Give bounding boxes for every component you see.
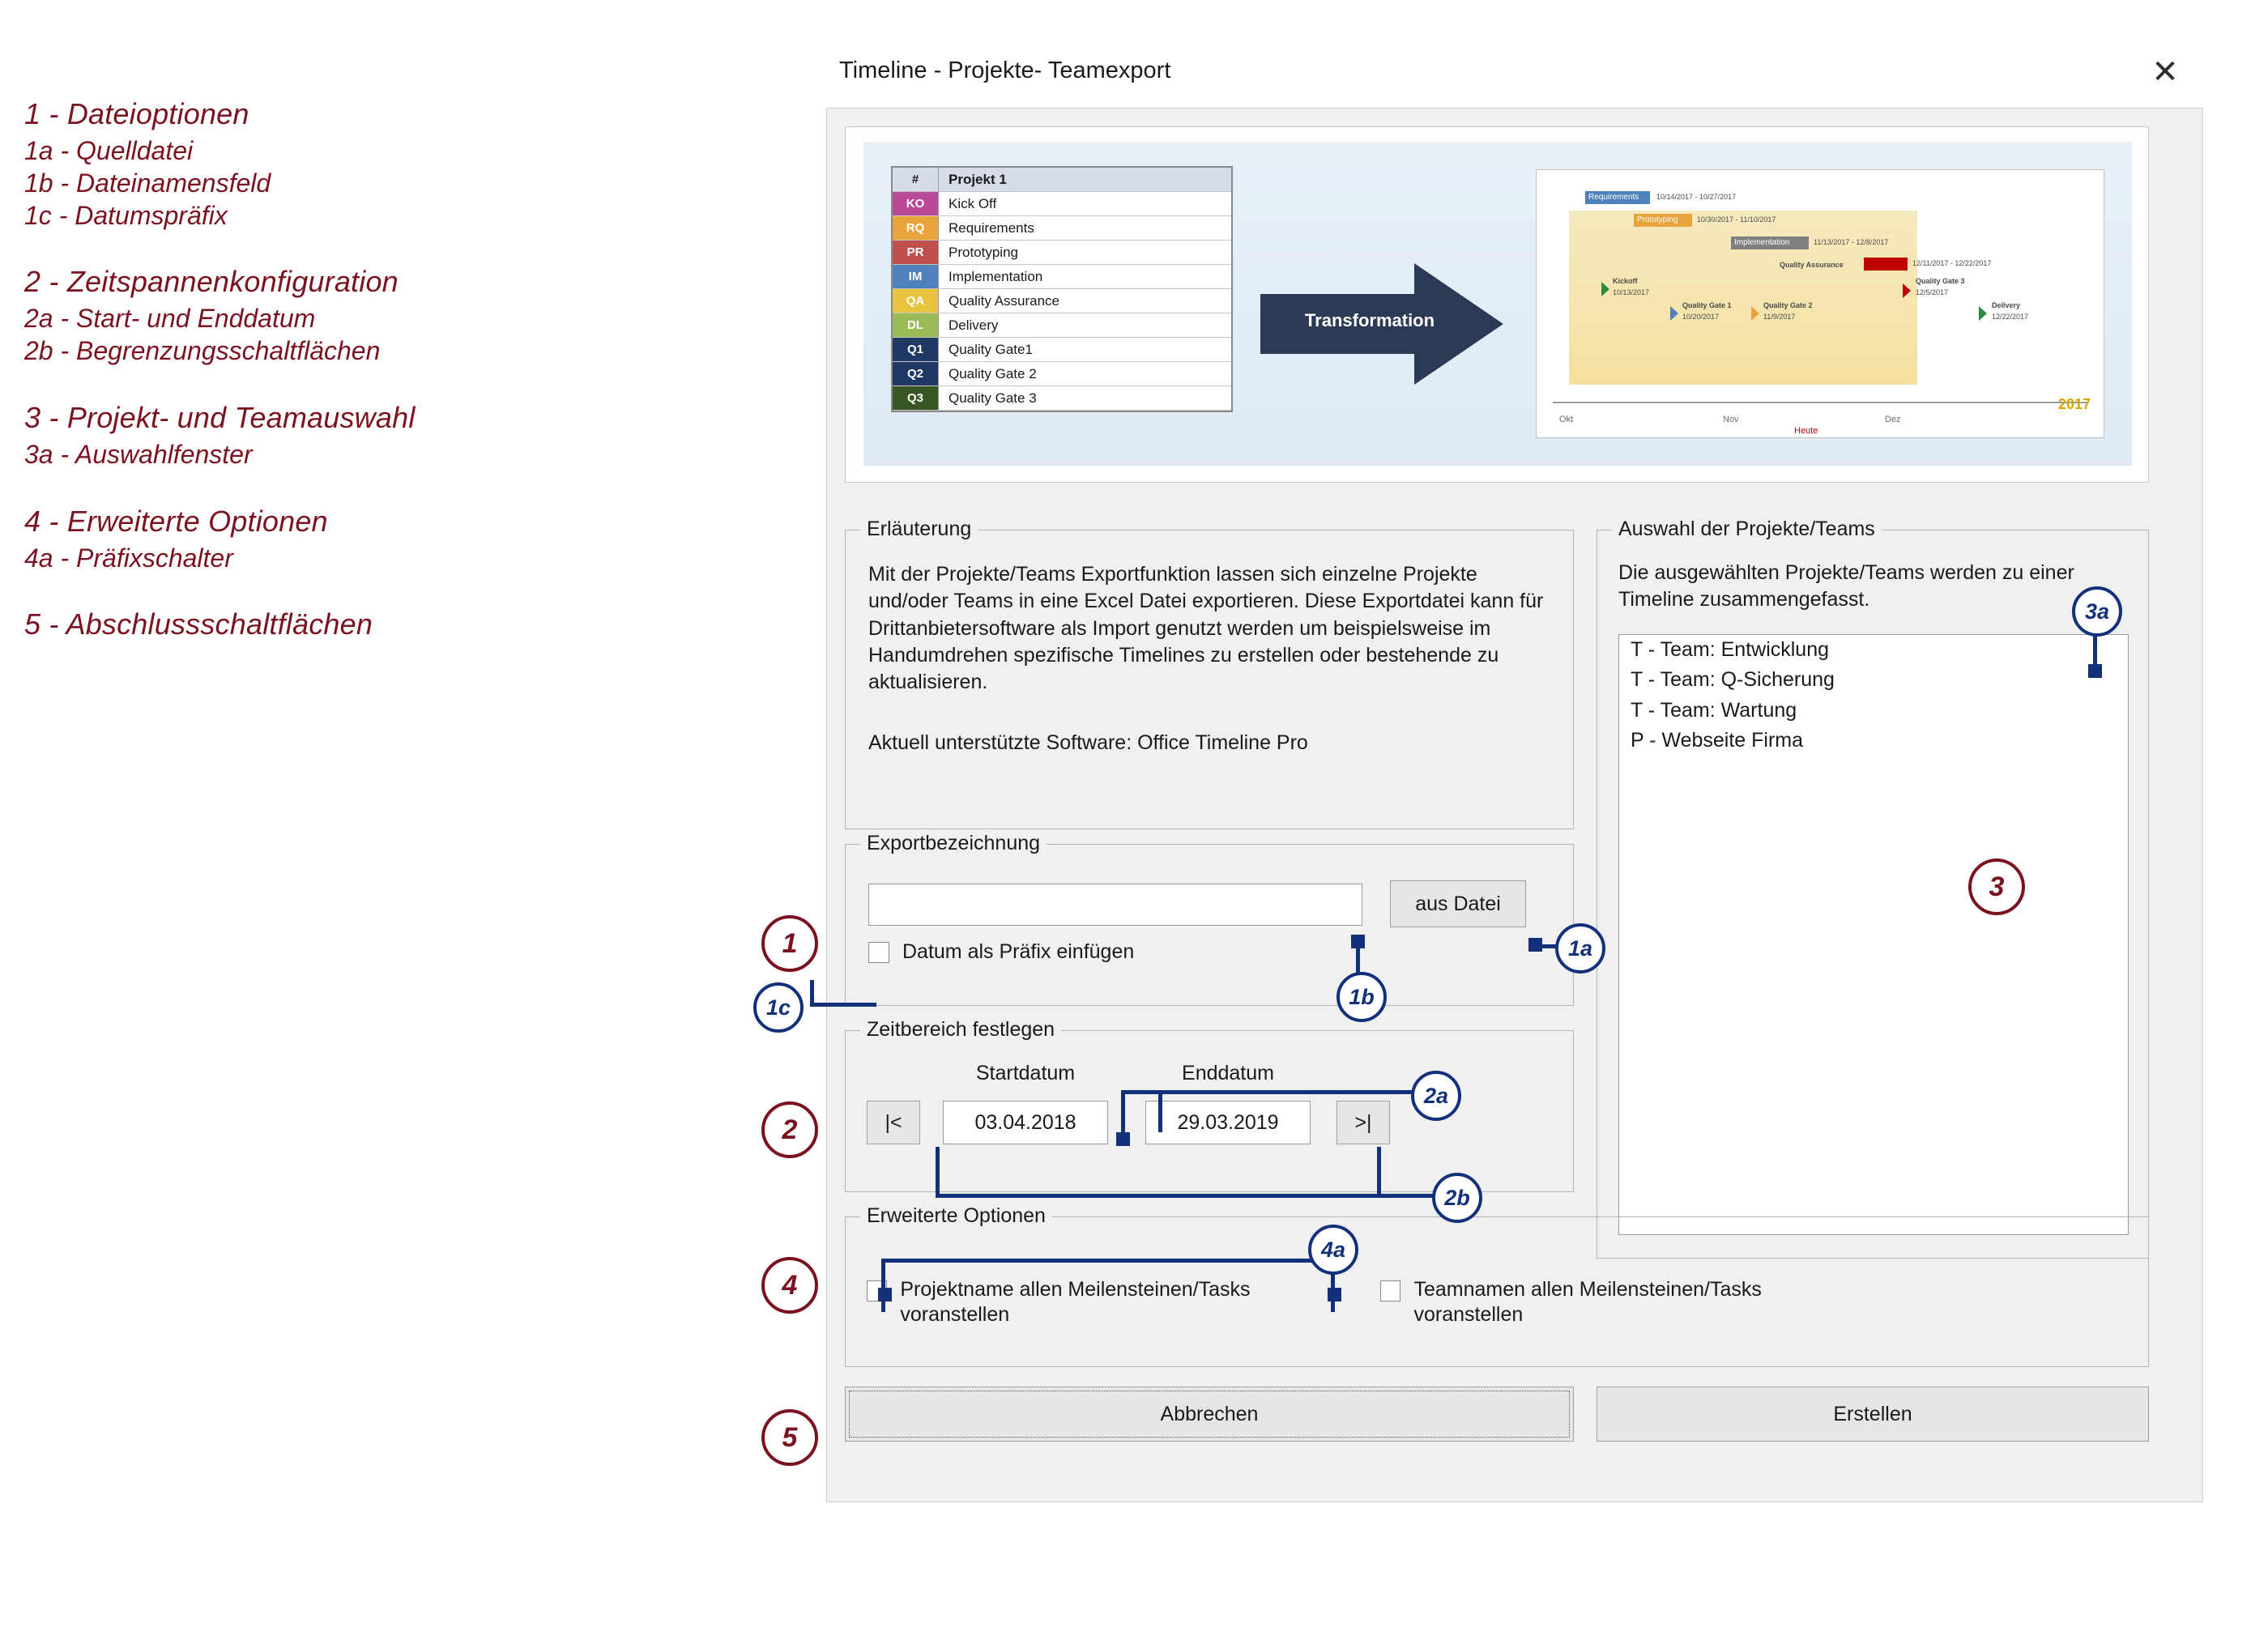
selection-description: Die ausgewählten Projekte/Teams werden zu einer Timeline zusammengefasst. xyxy=(1618,561,2074,611)
date-prefix-checkbox-row[interactable] xyxy=(868,940,1134,964)
milestone-flag-icon xyxy=(1601,282,1609,296)
milestone-date: 10/13/2017 xyxy=(1613,288,1650,296)
dialog-body xyxy=(826,108,2203,1502)
date-prefix-label: Datum als Präfix einfügen xyxy=(902,940,1135,963)
timeline-bar-dates: 12/11/2017 - 12/22/2017 xyxy=(1912,259,1992,267)
legend-group-4-title: 4 - Erweiterte Optionen xyxy=(24,504,328,538)
today-label: Heute xyxy=(1794,426,1818,436)
table-cell-name: Delivery xyxy=(939,313,1231,338)
list-item[interactable]: T - Team: Q-Sicherung xyxy=(1631,668,1835,692)
callout-nub-3a xyxy=(2088,664,2102,678)
table-row xyxy=(893,192,1231,216)
timeline-bar-dates: 10/30/2017 - 11/10/2017 xyxy=(1697,215,1776,224)
project-team-listbox[interactable] xyxy=(1618,634,2129,1235)
legend-group-5-title: 5 - Abschlussschaltflächen xyxy=(24,607,373,641)
callout-leader-2a-v2 xyxy=(1158,1090,1162,1132)
timeline-year: 2017 xyxy=(2057,396,2091,412)
table-cell-name: Kick Off xyxy=(939,192,1231,216)
callout-3a: 3a xyxy=(2072,586,2122,637)
legend-group-1-item-1: 1b - Dateinamensfeld xyxy=(24,168,271,198)
callout-leader-4a-v1 xyxy=(881,1259,885,1312)
milestone-date: 12/22/2017 xyxy=(1992,313,2029,321)
explanation-legend: Erläuterung xyxy=(860,518,978,541)
timeline-bar-dates: 10/14/2017 - 10/27/2017 xyxy=(1656,193,1737,201)
explanation-group xyxy=(845,518,1574,829)
table-cell-code: QA xyxy=(893,289,939,313)
team-prefix-checkbox-row[interactable] xyxy=(1380,1277,1866,1328)
callout-2: 2 xyxy=(761,1101,818,1158)
export-name-group xyxy=(845,832,1574,1006)
callout-leader-2b-v2 xyxy=(1377,1147,1381,1195)
milestone-label: Quality Gate 2 xyxy=(1763,301,1813,309)
callout-4a: 4a xyxy=(1308,1225,1358,1275)
table-cell-code: Q3 xyxy=(893,386,939,411)
limit-left-button[interactable]: |< xyxy=(867,1101,920,1144)
timeline-bar: Requirements xyxy=(1585,191,1650,204)
table-cell-code: KO xyxy=(893,192,939,216)
milestone-label: Delivery xyxy=(1992,301,2021,309)
callout-leader-1c-v xyxy=(810,980,814,1004)
legend-group-5 xyxy=(24,607,753,641)
selection-legend: Auswahl der Projekte/Teams xyxy=(1612,518,1882,541)
explanation-paragraph-1: Mit der Projekte/Teams Exportfunktion lassen sich einzelne Projekte und/oder Teams in eine Excel Datei exportieren. Diese Exportdatei kann für Drittanbietersoftware als Import genutzt werden um beispielsweise im Handumdrehen spezifische Timelines zu erstellen oder bestehende zu aktualisieren. xyxy=(868,563,1544,693)
time-range-legend: Zeitbereich festlegen xyxy=(860,1018,1061,1042)
legend-group-3-item-0: 3a - Auswahlfenster xyxy=(24,439,253,469)
milestone-date: 10/20/2017 xyxy=(1682,313,1720,321)
callout-nub-2a-left xyxy=(1116,1132,1130,1146)
milestone-flag-icon xyxy=(1751,306,1759,321)
milestone-date: 11/9/2017 xyxy=(1763,313,1796,321)
list-item[interactable]: T - Team: Wartung xyxy=(1631,698,1797,722)
advanced-options-legend: Erweiterte Optionen xyxy=(860,1204,1052,1228)
explanation-paragraph-2: Aktuell unterstützte Software: Office Timeline Pro xyxy=(868,731,1308,754)
milestone-flag-icon xyxy=(1979,306,1987,321)
legend-group-2-item-1: 2b - Begrenzungsschaltflächen xyxy=(24,336,381,365)
close-icon[interactable]: ✕ xyxy=(2151,53,2179,91)
callout-1: 1 xyxy=(761,915,818,972)
callout-leader-2b-v1 xyxy=(936,1147,940,1197)
table-header-name: Projekt 1 xyxy=(939,168,1231,192)
export-dialog xyxy=(826,45,2203,1502)
table-header-row xyxy=(893,168,1231,192)
table-row xyxy=(893,362,1231,386)
illustration-banner xyxy=(845,126,2149,483)
callout-nub-4a-right xyxy=(1328,1288,1341,1302)
callout-leader-2b-h xyxy=(936,1194,1454,1198)
timeline-axis xyxy=(1553,402,2087,403)
source-table-illustration xyxy=(891,166,1233,412)
create-button[interactable]: Erstellen xyxy=(1597,1387,2149,1442)
timeline-bar-dates: 11/13/2017 - 12/8/2017 xyxy=(1814,238,1889,246)
callout-2b: 2b xyxy=(1432,1173,1482,1223)
legend-group-4-item-0: 4a - Präfixschalter xyxy=(24,543,233,573)
table-cell-code: IM xyxy=(893,265,939,289)
list-item[interactable]: P - Webseite Firma xyxy=(1631,728,1804,752)
legend-group-1-item-0: 1a - Quelldatei xyxy=(24,136,194,165)
table-row xyxy=(893,241,1231,265)
table-cell-code: DL xyxy=(893,313,939,338)
cancel-button[interactable]: Abbrechen xyxy=(845,1387,1574,1442)
callout-nub-1a xyxy=(1528,938,1542,952)
table-cell-name: Requirements xyxy=(939,216,1231,241)
legend-group-1 xyxy=(24,97,753,231)
timeline-bar: Implementation xyxy=(1731,236,1809,249)
milestone-flag-icon xyxy=(1903,283,1911,298)
team-prefix-label: Teamnamen allen Meilensteinen/Tasks voranstellen xyxy=(1413,1278,1762,1327)
table-cell-code: RQ xyxy=(893,216,939,241)
timeline-bar: Prototyping xyxy=(1634,214,1692,227)
table-cell-name: Prototyping xyxy=(939,241,1231,265)
callout-leader-2a-v1 xyxy=(1121,1090,1125,1137)
timeline-bar xyxy=(1864,258,1908,271)
table-row xyxy=(893,338,1231,362)
callout-1b: 1b xyxy=(1336,972,1387,1022)
start-date-label: Startdatum xyxy=(975,1062,1076,1084)
axis-label: Nov xyxy=(1723,415,1739,424)
table-row xyxy=(893,265,1231,289)
callout-nub-4a-left xyxy=(878,1288,892,1302)
table-cell-name: Implementation xyxy=(939,265,1231,289)
dialog-titlebar xyxy=(826,45,2203,108)
annotation-legend xyxy=(24,97,753,675)
transformation-label: Transformation xyxy=(1304,310,1435,330)
table-row xyxy=(893,216,1231,241)
milestone-flag-icon xyxy=(1670,306,1678,321)
table-cell-name: Quality Gate1 xyxy=(939,338,1231,362)
illustration-canvas xyxy=(863,142,2132,466)
selection-group xyxy=(1597,518,2149,1259)
table-row xyxy=(893,289,1231,313)
callout-4: 4 xyxy=(761,1257,818,1314)
callout-1a: 1a xyxy=(1555,923,1605,974)
legend-group-2-title: 2 - Zeitspannenkonfiguration xyxy=(24,265,399,299)
callout-leader-1c-h xyxy=(810,1003,876,1007)
advanced-options-group xyxy=(845,1204,2149,1367)
export-name-legend: Exportbezeichnung xyxy=(860,832,1047,855)
project-prefix-checkbox-row[interactable] xyxy=(867,1277,1353,1328)
table-cell-code: Q1 xyxy=(893,338,939,362)
table-cell-name: Quality Assurance xyxy=(939,289,1231,313)
milestone-label: Kickoff xyxy=(1613,277,1638,285)
from-file-button[interactable]: aus Datei xyxy=(1390,880,1526,927)
axis-label: Dez xyxy=(1885,415,1901,424)
milestone-label: Quality Gate 1 xyxy=(1682,301,1732,309)
table-cell-code: Q2 xyxy=(893,362,939,386)
legend-group-1-title: 1 - Dateioptionen xyxy=(24,97,249,130)
legend-group-2-item-0: 2a - Start- und Enddatum xyxy=(24,304,316,334)
legend-group-4 xyxy=(24,505,753,574)
date-prefix-checkbox[interactable] xyxy=(868,942,889,963)
callout-leader-2a-h xyxy=(1121,1090,1430,1094)
start-date-input[interactable] xyxy=(943,1101,1108,1144)
callout-2a: 2a xyxy=(1411,1071,1461,1121)
dialog-title: Timeline - Projekte- Teamexport xyxy=(839,58,1171,83)
table-cell-code: PR xyxy=(893,241,939,265)
legend-group-3-title: 3 - Projekt- und Teamauswahl xyxy=(24,400,416,434)
table-row xyxy=(893,386,1231,411)
list-item[interactable]: T - Team: Entwicklung xyxy=(1631,638,1830,661)
timeline-illustration xyxy=(1536,169,2104,438)
project-prefix-label: Projektname allen Meilensteinen/Tasks voranstellen xyxy=(900,1278,1251,1327)
milestone-date: 12/5/2017 xyxy=(1916,288,1949,296)
legend-group-1-item-2: 1c - Datumspräfix xyxy=(24,200,228,230)
limit-right-button[interactable]: >| xyxy=(1336,1101,1390,1144)
callout-3: 3 xyxy=(1968,858,2025,915)
legend-group-3 xyxy=(24,401,753,471)
table-row xyxy=(893,313,1231,338)
axis-label: Okt xyxy=(1559,415,1574,424)
timeline-bar-label: Quality Assurance xyxy=(1780,261,1844,269)
end-date-input[interactable] xyxy=(1145,1101,1311,1144)
callout-nub-1b xyxy=(1351,935,1365,948)
table-cell-name: Quality Gate 3 xyxy=(939,386,1231,411)
team-prefix-checkbox[interactable] xyxy=(1380,1280,1400,1302)
legend-group-2 xyxy=(24,265,753,367)
end-date-label: Enddatum xyxy=(1182,1062,1274,1084)
callout-5: 5 xyxy=(761,1409,818,1466)
export-name-input[interactable] xyxy=(868,884,1362,926)
callout-1c: 1c xyxy=(753,982,804,1033)
table-cell-name: Quality Gate 2 xyxy=(939,362,1231,386)
milestone-label: Quality Gate 3 xyxy=(1916,277,1965,285)
callout-leader-4a-h xyxy=(881,1259,1335,1263)
table-header-code: # xyxy=(893,168,939,192)
time-range-group xyxy=(845,1018,1574,1192)
